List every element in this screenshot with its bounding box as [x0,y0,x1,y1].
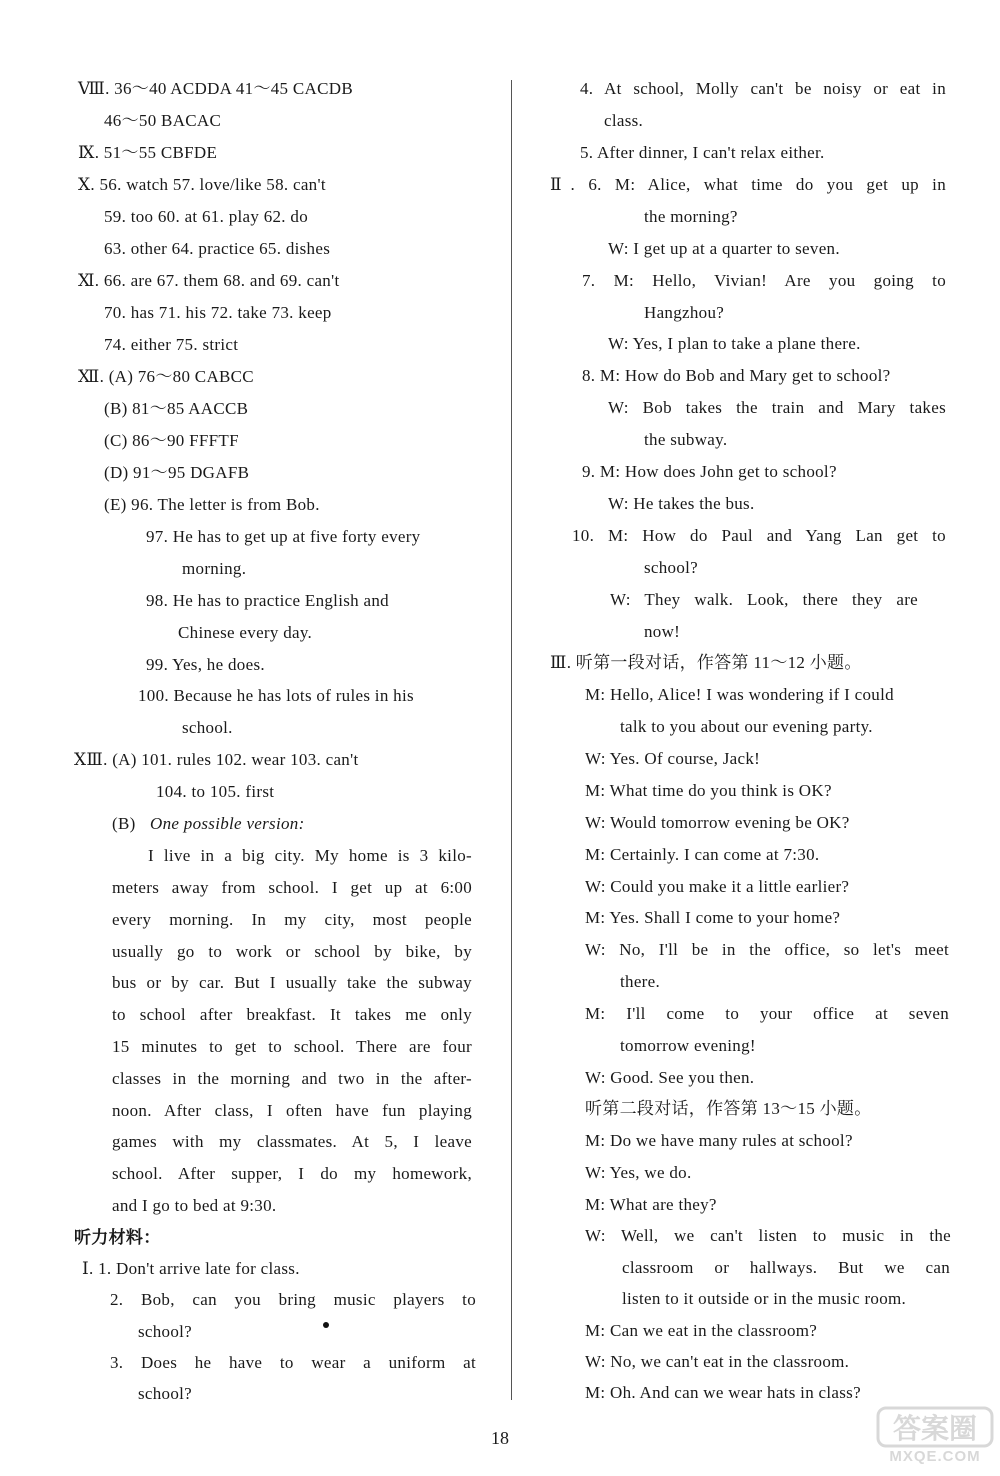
text-line: 74. either 75. strict [104,335,239,354]
text-line: M: Can we eat in the classroom? [585,1321,818,1340]
text-line: Ⅱ. 6. M: Alice, what time do you get up in [550,175,946,194]
text-line: W: Yes. Of course, Jack! [585,749,761,768]
text-line: 99. Yes, he does. [146,655,265,674]
text-line: classes in the morning and two in the after- [112,1069,472,1088]
text-line: 4. At school, Molly can't be noisy or eat in [580,79,946,98]
text-line: Hangzhou? [644,303,725,322]
text-line: 10. M: How do Paul and Yang Lan get to [572,526,946,545]
stray-dot-mark [323,1322,329,1328]
text-line: school? [644,558,699,577]
text-line: W: Good. See you then. [585,1068,755,1087]
text-line: Ⅸ. 51～55 CBFDE [78,143,218,162]
text-line: meters away from school. I get up at 6:00 [112,878,472,897]
text-line: M: Yes. Shall I come to your home? [585,908,841,927]
text-line: 5. After dinner, I can't relax either. [580,143,825,162]
text-line: school. After supper, I do my homework, [112,1164,472,1183]
text-line: W: No, I'll be in the office, so let's meet [585,940,949,959]
text-line: games with my classmates. At 5, I leave [112,1132,472,1151]
text-line: 3. Does he have to wear a uniform at [110,1353,476,1372]
text-line: class. [604,111,644,130]
text-line: M: What are they? [585,1195,717,1214]
text-line: ⅩⅢ. (A) 101. rules 102. wear 103. can't [74,750,359,769]
text-line: school? [138,1384,193,1403]
text-line: Ⅷ. 36～40 ACDDA 41～45 CACDB [78,79,353,98]
text-line: W: Yes, I plan to take a plane there. [608,334,861,353]
text-line: W: He takes the bus. [608,494,755,513]
text-line: W: Bob takes the train and Mary takes [608,398,946,417]
text-line: M: Hello, Alice! I was wondering if I could [585,685,894,704]
text-line: 100. Because he has lots of rules in his [138,686,414,705]
page-number: 18 [491,1428,509,1448]
text-line: W: They walk. Look, there they are [610,590,918,609]
text-line: (C) 86～90 FFFTF [104,431,239,450]
text-line: Ⅹ. 56. watch 57. love/like 58. can't [78,175,326,194]
text-line: 15 minutes to get to school. There are four [112,1037,472,1056]
text-line: the subway. [644,430,728,449]
text-line: Chinese every day. [178,623,313,642]
text-line: Ⅲ. 听第一段对话，作答第 11～12 小题。 [550,653,862,672]
watermark-logo [876,1404,994,1468]
text-line: One possible version: [150,814,305,833]
text-line: there. [620,972,661,991]
watermark-glyph-icon [876,1404,994,1452]
text-line: Ⅰ. 1. Don't arrive late for class. [82,1259,300,1278]
text-line: 104. to 105. first [156,782,275,801]
text-line: the morning? [644,207,738,226]
text-line: Ⅻ. (A) 76～80 CABCC [78,367,254,386]
text-line: talk to you about our evening party. [620,717,873,736]
text-line: tomorrow evening! [620,1036,756,1055]
text-line: every morning. In my city, most people [112,910,472,929]
text-line: 63. other 64. practice 65. dishes [104,239,331,258]
text-line: I live in a big city. My home is 3 kilo- [148,846,472,865]
text-line: 听第二段对话，作答第 13～15 小题。 [585,1099,872,1118]
text-line: W: Could you make it a little earlier? [585,877,850,896]
text-line: and I go to bed at 9:30. [112,1196,277,1215]
text-line: to school after breakfast. It takes me only [112,1005,472,1024]
text-line: M: I'll come to your office at seven [585,1004,949,1023]
text-line: (B) [112,814,136,833]
text-line: M: Certainly. I can come at 7:30. [585,845,820,864]
text-line: Ⅺ. 66. are 67. them 68. and 69. can't [78,271,340,290]
text-line: M: Do we have many rules at school? [585,1131,853,1150]
text-line: W: I get up at a quarter to seven. [608,239,840,258]
text-line: bus or by car. But I usually take the subway [112,973,472,992]
text-line: W: Yes, we do. [585,1163,692,1182]
text-line: noon. After class, I often have fun playing [112,1101,472,1120]
column-divider [511,80,512,1400]
text-line: (D) 91～95 DGAFB [104,463,250,482]
text-line: (B) 81～85 AACCB [104,399,249,418]
text-line: classroom or hallways. But we can [622,1258,950,1277]
text-line: 70. has 71. his 72. take 73. keep [104,303,332,322]
text-line: 59. too 60. at 61. play 62. do [104,207,309,226]
text-line: school. [182,718,233,737]
text-line: 97. He has to get up at five forty every [146,527,421,546]
text-line: W: Well, we can't listen to music in the [585,1226,951,1245]
text-line: 8. M: How do Bob and Mary get to school? [582,366,891,385]
svg-text:答案圈: 答案圈 [892,1412,978,1445]
text-line: 7. M: Hello, Vivian! Are you going to [582,271,946,290]
text-line: 听力材料： [74,1228,161,1247]
text-line: listen to it outside or in the music room. [622,1289,907,1308]
text-line: 98. He has to practice English and [146,591,389,610]
text-line: (E) 96. The letter is from Bob. [104,495,320,514]
text-line: now! [644,622,681,641]
text-line: school? [138,1322,193,1341]
text-line: M: Oh. And can we wear hats in class? [585,1383,861,1402]
watermark-url: MXQE.COM [889,1448,981,1465]
text-line: 9. M: How does John get to school? [582,462,837,481]
text-line: W: Would tomorrow evening be OK? [585,813,850,832]
text-line: usually go to work or school by bike, by [112,942,472,961]
text-line: 46～50 BACAC [104,111,222,130]
text-line: 2. Bob, can you bring music players to [110,1290,476,1309]
text-line: morning. [182,559,247,578]
text-line: W: No, we can't eat in the classroom. [585,1352,850,1371]
text-line: M: What time do you think is OK? [585,781,832,800]
